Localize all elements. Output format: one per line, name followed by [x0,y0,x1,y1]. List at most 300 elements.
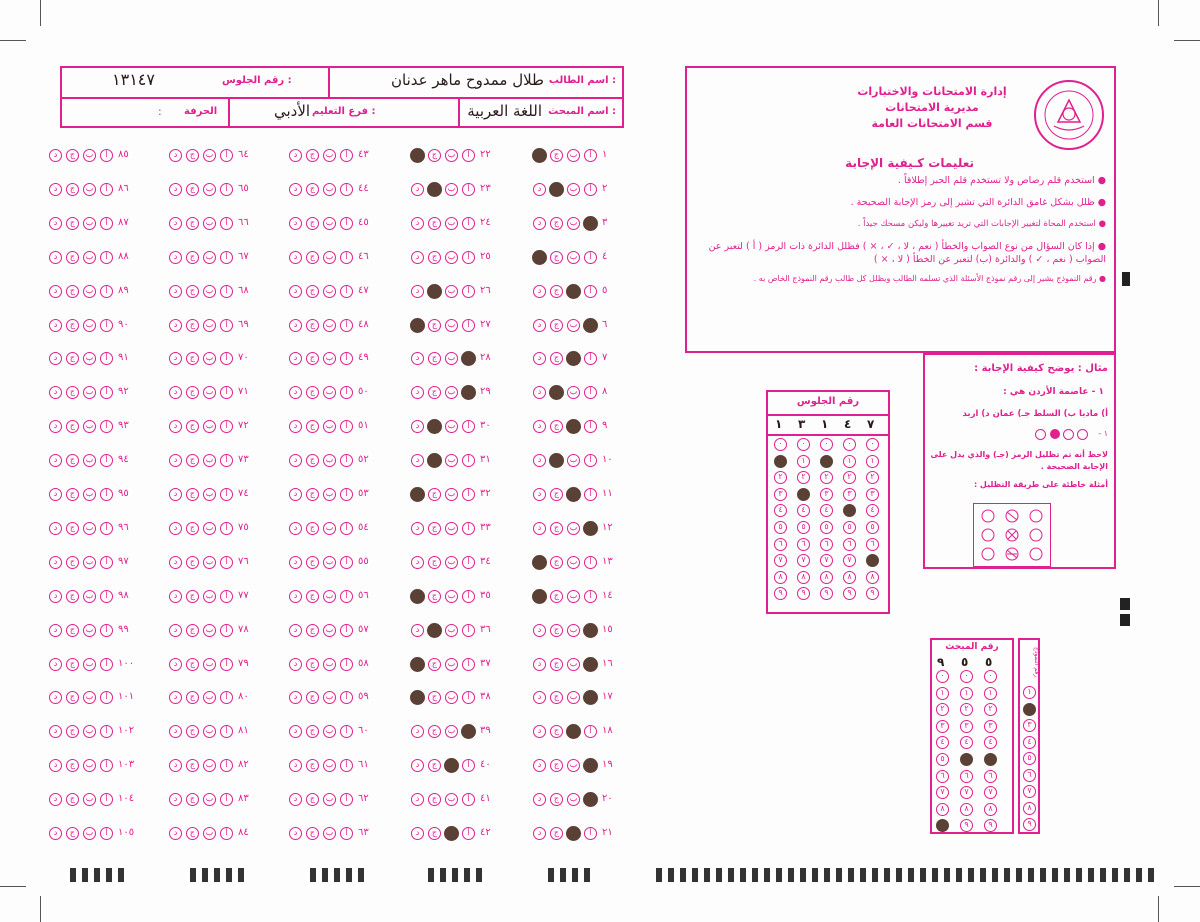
answer-bubble[interactable]: ج [428,793,441,806]
answer-bubble[interactable]: أ [462,691,475,704]
answer-bubble[interactable]: ج [428,522,441,535]
answer-bubble[interactable]: د [411,793,424,806]
answer-bubble[interactable]: ب [445,149,458,162]
answer-bubble[interactable]: د [411,624,424,637]
answer-bubble[interactable]: ج [186,590,199,603]
model-bubble[interactable]: ٨ [1023,802,1036,815]
answer-bubble[interactable]: د [411,759,424,772]
answer-bubble[interactable]: د [49,319,62,332]
answer-bubble[interactable]: د [533,352,546,365]
answer-bubble[interactable]: ب [323,251,336,264]
answer-bubble[interactable]: ب [567,149,580,162]
answer-bubble[interactable]: أ [340,488,353,501]
grid-bubble[interactable]: ٢ [960,703,973,716]
grid-bubble[interactable]: ٤ [797,504,810,517]
answer-bubble[interactable] [427,419,442,434]
answer-bubble[interactable]: ج [550,590,563,603]
answer-bubble[interactable] [410,487,425,502]
answer-bubble[interactable]: ج [428,217,441,230]
answer-bubble[interactable] [461,385,476,400]
answer-bubble[interactable]: ج [306,590,319,603]
answer-bubble[interactable] [566,351,581,366]
answer-bubble[interactable]: ب [445,217,458,230]
grid-bubble[interactable]: ٩ [866,587,879,600]
answer-bubble[interactable]: ب [83,352,96,365]
answer-bubble[interactable]: ج [428,149,441,162]
answer-bubble[interactable]: ب [445,522,458,535]
answer-bubble[interactable]: د [289,691,302,704]
answer-bubble[interactable]: أ [462,319,475,332]
answer-bubble[interactable]: أ [462,759,475,772]
answer-bubble[interactable]: ب [323,827,336,840]
answer-bubble[interactable]: أ [584,556,597,569]
answer-bubble[interactable]: أ [462,488,475,501]
answer-bubble[interactable]: ج [428,488,441,501]
answer-bubble[interactable]: ج [186,793,199,806]
answer-bubble[interactable]: ب [445,285,458,298]
answer-bubble[interactable]: ج [306,386,319,399]
answer-bubble[interactable]: د [289,217,302,230]
answer-bubble[interactable]: ج [550,217,563,230]
answer-bubble[interactable]: د [49,352,62,365]
grid-bubble[interactable]: ٦ [984,770,997,783]
answer-bubble[interactable]: أ [462,420,475,433]
answer-bubble[interactable]: ج [428,725,441,738]
answer-bubble[interactable]: ج [66,488,79,501]
answer-bubble[interactable]: ب [445,454,458,467]
grid-bubble[interactable]: ٨ [866,571,879,584]
grid-bubble[interactable] [960,753,973,766]
answer-bubble[interactable]: ج [186,691,199,704]
answer-bubble[interactable]: د [49,725,62,738]
answer-bubble[interactable]: أ [340,420,353,433]
answer-bubble[interactable]: د [169,624,182,637]
answer-bubble[interactable]: د [289,285,302,298]
answer-bubble[interactable] [427,623,442,638]
answer-bubble[interactable]: ب [445,590,458,603]
grid-bubble[interactable]: ٠ [797,438,810,451]
answer-bubble[interactable]: د [289,590,302,603]
grid-bubble[interactable]: ٦ [774,538,787,551]
answer-bubble[interactable]: أ [340,352,353,365]
grid-bubble[interactable]: ٦ [936,770,949,783]
grid-bubble[interactable]: ١ [936,687,949,700]
answer-bubble[interactable]: د [533,827,546,840]
answer-bubble[interactable]: أ [340,725,353,738]
answer-bubble[interactable]: ب [203,183,216,196]
answer-bubble[interactable] [583,318,598,333]
grid-bubble[interactable]: ٧ [820,554,833,567]
answer-bubble[interactable]: د [49,793,62,806]
grid-bubble[interactable]: ٨ [774,571,787,584]
answer-bubble[interactable]: أ [584,149,597,162]
answer-bubble[interactable]: ج [550,725,563,738]
answer-bubble[interactable]: ج [428,251,441,264]
answer-bubble[interactable]: أ [584,420,597,433]
answer-bubble[interactable]: د [533,793,546,806]
answer-bubble[interactable]: ج [186,725,199,738]
answer-bubble[interactable]: ج [428,352,441,365]
answer-bubble[interactable] [583,657,598,672]
answer-bubble[interactable]: ب [83,149,96,162]
answer-bubble[interactable]: أ [220,658,233,671]
answer-bubble[interactable]: أ [462,183,475,196]
answer-bubble[interactable] [566,419,581,434]
answer-bubble[interactable]: ب [203,285,216,298]
grid-bubble[interactable]: ٩ [797,587,810,600]
answer-bubble[interactable]: ج [66,149,79,162]
model-bubble[interactable] [1023,703,1036,716]
answer-bubble[interactable] [410,690,425,705]
answer-bubble[interactable]: ب [567,454,580,467]
answer-bubble[interactable]: ج [306,149,319,162]
answer-bubble[interactable] [410,589,425,604]
answer-bubble[interactable]: ج [550,691,563,704]
answer-bubble[interactable]: ج [428,386,441,399]
answer-bubble[interactable]: د [411,217,424,230]
model-bubble[interactable]: ٥ [1023,752,1036,765]
answer-bubble[interactable]: أ [584,251,597,264]
answer-bubble[interactable]: ج [428,691,441,704]
answer-bubble[interactable]: أ [462,827,475,840]
grid-bubble[interactable]: ٦ [843,538,856,551]
answer-bubble[interactable]: ج [550,658,563,671]
answer-bubble[interactable]: د [49,827,62,840]
answer-bubble[interactable]: ب [323,183,336,196]
answer-bubble[interactable]: ج [66,251,79,264]
answer-bubble[interactable] [427,182,442,197]
answer-bubble[interactable]: ج [66,658,79,671]
answer-bubble[interactable]: ب [323,759,336,772]
answer-bubble[interactable]: ج [306,251,319,264]
answer-bubble[interactable]: أ [340,319,353,332]
answer-bubble[interactable]: ج [550,793,563,806]
answer-bubble[interactable]: ب [83,251,96,264]
grid-bubble[interactable]: ٧ [797,554,810,567]
answer-bubble[interactable]: ب [83,217,96,230]
answer-bubble[interactable]: ج [66,759,79,772]
answer-bubble[interactable]: ج [66,285,79,298]
answer-bubble[interactable]: د [169,454,182,467]
answer-bubble[interactable] [410,318,425,333]
answer-bubble[interactable]: د [411,285,424,298]
answer-bubble[interactable]: ب [83,319,96,332]
answer-bubble[interactable]: ج [550,251,563,264]
answer-bubble[interactable] [444,758,459,773]
answer-bubble[interactable]: ج [66,691,79,704]
answer-bubble[interactable]: أ [220,691,233,704]
answer-bubble[interactable]: ج [550,556,563,569]
answer-bubble[interactable]: د [411,420,424,433]
answer-bubble[interactable]: ب [445,624,458,637]
answer-bubble[interactable] [549,182,564,197]
answer-bubble[interactable] [532,250,547,265]
answer-bubble[interactable]: ج [186,658,199,671]
grid-bubble[interactable]: ٦ [797,538,810,551]
answer-bubble[interactable]: د [289,352,302,365]
answer-bubble[interactable]: أ [340,522,353,535]
answer-bubble[interactable]: أ [100,658,113,671]
answer-bubble[interactable]: أ [100,725,113,738]
answer-bubble[interactable]: ج [66,827,79,840]
answer-bubble[interactable]: أ [220,251,233,264]
grid-bubble[interactable]: ٠ [774,438,787,451]
answer-bubble[interactable]: أ [462,793,475,806]
answer-bubble[interactable]: ب [203,488,216,501]
model-bubble[interactable]: ٧ [1023,785,1036,798]
answer-bubble[interactable]: ب [445,556,458,569]
answer-bubble[interactable]: ج [186,319,199,332]
answer-bubble[interactable]: أ [220,827,233,840]
answer-bubble[interactable]: د [49,759,62,772]
answer-bubble[interactable]: ب [83,556,96,569]
answer-bubble[interactable]: د [169,319,182,332]
answer-bubble[interactable]: ب [323,590,336,603]
answer-bubble[interactable]: د [289,827,302,840]
answer-bubble[interactable]: ب [567,522,580,535]
answer-bubble[interactable]: ج [306,488,319,501]
grid-bubble[interactable]: ٤ [936,736,949,749]
answer-bubble[interactable]: ب [203,827,216,840]
answer-bubble[interactable]: ب [83,624,96,637]
grid-bubble[interactable]: ٣ [984,720,997,733]
answer-bubble[interactable]: ج [550,827,563,840]
answer-bubble[interactable]: ج [550,624,563,637]
answer-bubble[interactable]: ب [567,217,580,230]
answer-bubble[interactable]: د [49,522,62,535]
answer-bubble[interactable]: ج [306,691,319,704]
answer-bubble[interactable]: ب [203,386,216,399]
grid-bubble[interactable]: ٢ [774,471,787,484]
answer-bubble[interactable]: ب [323,352,336,365]
answer-bubble[interactable]: ج [306,793,319,806]
grid-bubble[interactable]: ٩ [774,587,787,600]
answer-bubble[interactable]: ج [306,454,319,467]
answer-bubble[interactable]: ب [83,793,96,806]
answer-bubble[interactable]: ب [567,691,580,704]
answer-bubble[interactable]: ج [66,725,79,738]
answer-bubble[interactable]: د [49,556,62,569]
answer-bubble[interactable]: أ [462,624,475,637]
answer-bubble[interactable]: أ [220,488,233,501]
answer-bubble[interactable]: ب [445,183,458,196]
answer-bubble[interactable]: د [169,352,182,365]
answer-bubble[interactable]: د [49,149,62,162]
answer-bubble[interactable]: ب [203,522,216,535]
answer-bubble[interactable]: ب [83,420,96,433]
answer-bubble[interactable]: أ [584,386,597,399]
answer-bubble[interactable]: د [49,658,62,671]
grid-bubble[interactable]: ٦ [866,538,879,551]
grid-bubble[interactable]: ٠ [960,670,973,683]
answer-bubble[interactable]: د [169,827,182,840]
answer-bubble[interactable]: د [533,691,546,704]
answer-bubble[interactable]: ب [323,725,336,738]
grid-bubble[interactable]: ٠ [984,670,997,683]
answer-bubble[interactable]: أ [100,793,113,806]
grid-bubble[interactable]: ٢ [866,471,879,484]
grid-bubble[interactable] [984,753,997,766]
answer-bubble[interactable]: د [169,285,182,298]
grid-bubble[interactable]: ٢ [843,471,856,484]
answer-bubble[interactable]: ب [83,522,96,535]
answer-bubble[interactable]: د [411,352,424,365]
answer-bubble[interactable]: ب [83,691,96,704]
grid-bubble[interactable]: ٠ [936,670,949,683]
answer-bubble[interactable]: ج [306,352,319,365]
answer-bubble[interactable]: أ [584,827,597,840]
answer-bubble[interactable]: ج [550,420,563,433]
answer-bubble[interactable]: أ [220,319,233,332]
grid-bubble[interactable]: ٢ [936,703,949,716]
answer-bubble[interactable]: د [49,691,62,704]
answer-bubble[interactable]: أ [100,488,113,501]
answer-bubble[interactable] [583,521,598,536]
answer-bubble[interactable]: ب [323,488,336,501]
answer-bubble[interactable]: أ [462,590,475,603]
answer-bubble[interactable]: د [49,183,62,196]
answer-bubble[interactable]: أ [340,251,353,264]
answer-bubble[interactable]: د [169,420,182,433]
answer-bubble[interactable]: د [169,488,182,501]
answer-bubble[interactable]: أ [462,149,475,162]
answer-bubble[interactable]: أ [100,420,113,433]
grid-bubble[interactable] [820,455,833,468]
answer-bubble[interactable]: أ [220,793,233,806]
answer-bubble[interactable]: ب [567,658,580,671]
answer-bubble[interactable]: د [411,251,424,264]
grid-bubble[interactable]: ٦ [960,770,973,783]
answer-bubble[interactable]: د [289,319,302,332]
answer-bubble[interactable] [549,453,564,468]
answer-bubble[interactable]: ج [428,556,441,569]
answer-bubble[interactable]: ج [306,217,319,230]
grid-bubble[interactable]: ٨ [960,803,973,816]
answer-bubble[interactable]: ج [306,725,319,738]
answer-bubble[interactable]: أ [100,183,113,196]
answer-bubble[interactable] [566,487,581,502]
answer-bubble[interactable]: ب [323,454,336,467]
answer-bubble[interactable]: ج [186,285,199,298]
grid-bubble[interactable] [797,488,810,501]
grid-bubble[interactable]: ٢ [984,703,997,716]
answer-bubble[interactable]: ب [323,420,336,433]
answer-bubble[interactable]: ب [203,725,216,738]
answer-bubble[interactable] [427,284,442,299]
answer-bubble[interactable]: د [169,556,182,569]
grid-bubble[interactable]: ٥ [936,753,949,766]
answer-bubble[interactable]: ج [66,454,79,467]
answer-bubble[interactable]: د [49,386,62,399]
grid-bubble[interactable]: ٨ [843,571,856,584]
answer-bubble[interactable]: ب [445,386,458,399]
answer-bubble[interactable]: د [49,590,62,603]
answer-bubble[interactable]: ب [323,691,336,704]
answer-bubble[interactable]: د [289,488,302,501]
answer-bubble[interactable]: أ [340,217,353,230]
answer-bubble[interactable]: ج [306,658,319,671]
answer-bubble[interactable]: أ [340,556,353,569]
grid-bubble[interactable] [774,455,787,468]
grid-bubble[interactable]: ٤ [960,736,973,749]
answer-bubble[interactable]: أ [100,285,113,298]
grid-bubble[interactable] [936,819,949,832]
answer-bubble[interactable]: ب [83,827,96,840]
model-bubble[interactable]: ٦ [1023,769,1036,782]
grid-bubble[interactable]: ٢ [820,471,833,484]
model-bubble[interactable]: ١ [1023,686,1036,699]
answer-bubble[interactable] [583,216,598,231]
grid-bubble[interactable]: ٥ [797,521,810,534]
answer-bubble[interactable]: أ [220,624,233,637]
answer-bubble[interactable]: د [533,183,546,196]
answer-bubble[interactable]: ب [83,183,96,196]
answer-bubble[interactable]: أ [340,454,353,467]
answer-bubble[interactable]: أ [340,827,353,840]
answer-bubble[interactable]: ب [323,522,336,535]
grid-bubble[interactable]: ٣ [936,720,949,733]
answer-bubble[interactable]: د [533,658,546,671]
answer-bubble[interactable]: ج [428,759,441,772]
answer-bubble[interactable]: ج [550,319,563,332]
answer-bubble[interactable]: ب [83,658,96,671]
answer-bubble[interactable]: د [49,217,62,230]
grid-bubble[interactable]: ٧ [843,554,856,567]
answer-bubble[interactable]: أ [462,217,475,230]
answer-bubble[interactable]: ج [186,386,199,399]
answer-bubble[interactable]: ج [428,590,441,603]
answer-bubble[interactable]: ب [203,251,216,264]
answer-bubble[interactable]: د [289,149,302,162]
grid-bubble[interactable]: ٧ [984,786,997,799]
answer-bubble[interactable]: أ [340,658,353,671]
grid-bubble[interactable]: ٨ [936,803,949,816]
answer-bubble[interactable]: ج [66,793,79,806]
answer-bubble[interactable]: ج [428,827,441,840]
answer-bubble[interactable] [427,453,442,468]
answer-bubble[interactable]: أ [340,149,353,162]
grid-bubble[interactable]: ٥ [820,521,833,534]
answer-bubble[interactable]: ج [66,590,79,603]
grid-bubble[interactable]: ٦ [820,538,833,551]
answer-bubble[interactable]: أ [220,556,233,569]
answer-bubble[interactable]: ج [66,319,79,332]
answer-bubble[interactable] [444,826,459,841]
answer-bubble[interactable]: ب [203,590,216,603]
answer-bubble[interactable]: د [49,488,62,501]
answer-bubble[interactable]: ب [323,556,336,569]
answer-bubble[interactable]: د [289,759,302,772]
answer-bubble[interactable]: د [533,319,546,332]
answer-bubble[interactable]: ج [66,556,79,569]
answer-bubble[interactable]: ب [567,759,580,772]
answer-bubble[interactable]: ج [186,827,199,840]
answer-bubble[interactable]: أ [220,183,233,196]
answer-bubble[interactable]: د [289,420,302,433]
answer-bubble[interactable] [566,826,581,841]
answer-bubble[interactable]: ج [306,759,319,772]
answer-bubble[interactable]: ب [445,319,458,332]
answer-bubble[interactable]: د [169,691,182,704]
answer-bubble[interactable]: د [289,725,302,738]
answer-bubble[interactable]: د [289,386,302,399]
answer-bubble[interactable]: د [411,827,424,840]
answer-bubble[interactable]: ب [83,454,96,467]
answer-bubble[interactable]: أ [340,759,353,772]
answer-bubble[interactable]: د [411,454,424,467]
answer-bubble[interactable]: ج [186,251,199,264]
answer-bubble[interactable]: ج [306,183,319,196]
